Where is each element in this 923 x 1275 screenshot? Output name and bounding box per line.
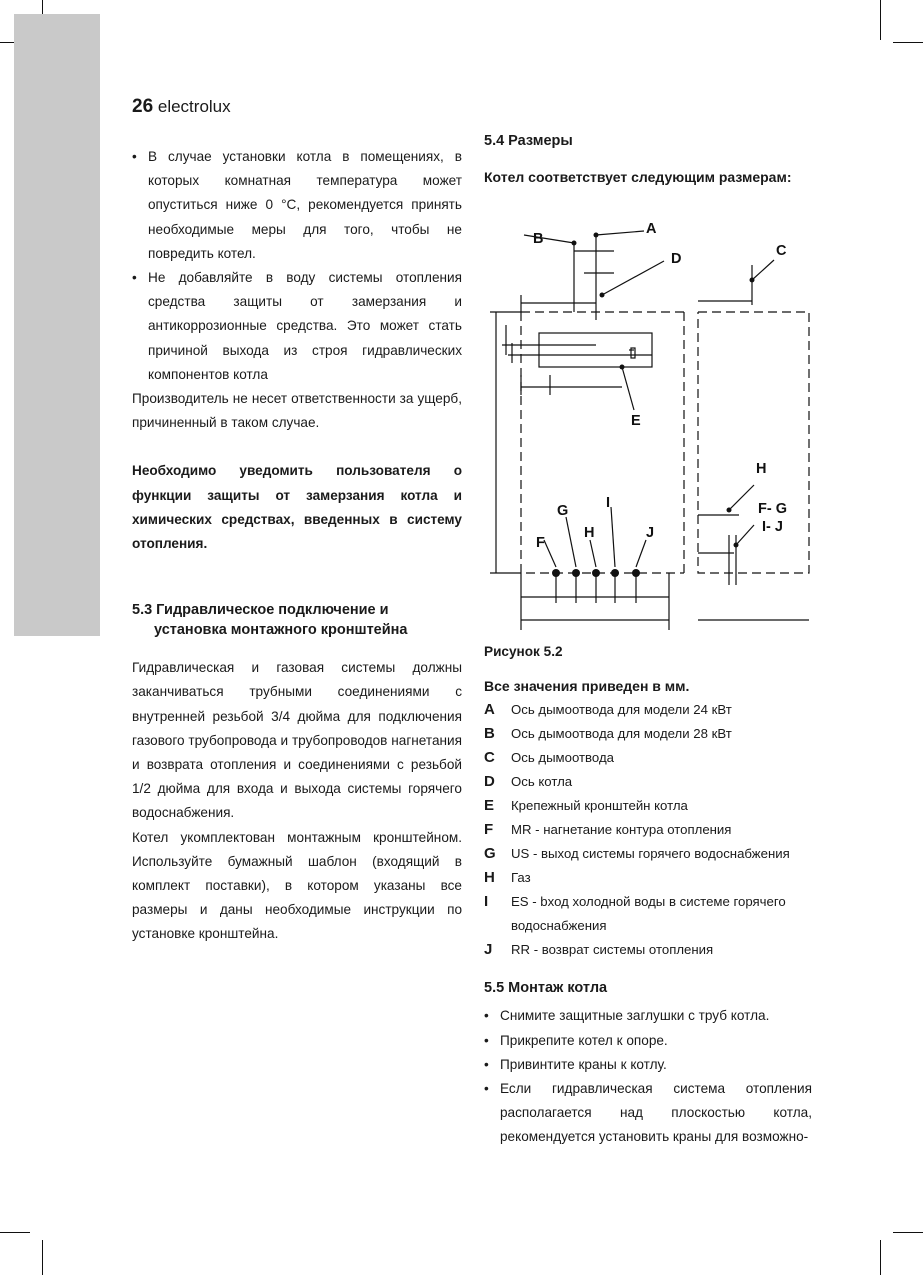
section-title-line: установка монтажного кронштейна (154, 622, 408, 639)
right-column-bottom (484, 640, 812, 1150)
crop-mark (0, 1232, 30, 1233)
legend-text: Ось дымоотвода для модели 28 кВт (511, 726, 732, 742)
diagram-label: I (606, 495, 611, 511)
boiler-outline-front (521, 312, 684, 573)
legend-text: ES - bход холодной воды в системе горячего водоснабжения (511, 894, 786, 934)
warning-text: Необходимо уведомить пользователя о функции защиты от замерзания котла и химических средствах, введенных в систему отопления. (132, 463, 462, 552)
diagram-label: B (533, 231, 544, 247)
diagram-label: D (671, 251, 682, 267)
legend-text: Крепежный кронштейн котла (511, 798, 688, 814)
section-title-line: 5.3 Гидравлическое подключение и (132, 602, 389, 619)
section-54-title: 5.4 Размеры (484, 133, 573, 149)
paragraph: Гидравлическая и газовая системы должны заканчиваться трубными соединениями с внутренней резьбой 3/4 дюйма для подключения газового трубопровода и трубопроводов нагнетания и возврата отопления и соединениями с резьбой 1/2 дюйма для входа и выхода системы горячего водоснабжения. (132, 660, 462, 821)
legend-item (484, 866, 812, 890)
legend-key: E (484, 797, 495, 815)
legend-item (484, 770, 812, 794)
bullet-item: • В случае установки котла в помещениях, в которых комнатная температура может опуститься ниже 0 °С, рекомендуется принять необходимые меры для того, чтобы не повредить котел. (132, 145, 462, 266)
crop-mark (42, 1240, 43, 1275)
legend-key: G (484, 845, 496, 863)
legend-key: I (484, 893, 489, 911)
legend-item (484, 890, 812, 938)
steps-list (484, 1004, 812, 1149)
boiler-outline-side (698, 312, 809, 573)
crop-mark (893, 42, 923, 43)
diagram-label: H (756, 461, 767, 477)
disclaimer-text: Производитель не несет ответственности за ущерб, причиненный в таком случае. (132, 391, 462, 431)
step-item: • Прикрепите котел к опоре. (484, 1029, 812, 1053)
legend-item (484, 722, 812, 746)
step-item: • Если гидравлическая система отопления располагается над плоскостью котла, рекомендуется установить краны для возможно- (484, 1077, 812, 1150)
diagram-label: A (646, 221, 657, 237)
legend-item (484, 818, 812, 842)
crop-mark (880, 0, 881, 40)
side-tab-bar (14, 14, 100, 636)
diagram-label: I- J (762, 519, 783, 535)
legend-key: F (484, 821, 494, 839)
legend-text: Ось дымоотвода (511, 750, 614, 766)
page-number: 26 (132, 96, 154, 117)
bullet-item: • Не добавляйте в воду системы отопления средства защиты от замерзания и антикоррозионные средства. Это может стать причиной выхода из строя гидравлических компонентов котла (132, 266, 462, 387)
dimensions-diagram (484, 215, 819, 635)
legend-key: C (484, 749, 495, 767)
crop-mark (893, 1232, 923, 1233)
legend-key: B (484, 725, 495, 743)
legend-text: Ось дымоотвода для модели 24 кВт (511, 702, 732, 718)
intro-text: Котел соответствует следующим размерам: (484, 169, 792, 185)
right-column-top (484, 131, 812, 189)
legend-key: H (484, 869, 495, 887)
diagram-label: H (584, 525, 595, 541)
legend-text: Ось котла (511, 774, 573, 790)
section-55-title: 5.5 Монтаж котла (484, 980, 608, 997)
brand-name: electrolux (157, 97, 231, 116)
step-item: • Снимите защитные заглушки с труб котла. (484, 1004, 812, 1028)
diagram-label: F (536, 535, 545, 551)
legend-item (484, 938, 812, 962)
legend-item (484, 794, 812, 818)
legend-text: Газ (511, 870, 531, 886)
units-note: Все значения приведен в мм. (484, 678, 690, 695)
legend-item (484, 698, 812, 722)
diagram-label: G (557, 503, 569, 519)
left-column (132, 145, 462, 947)
diagram-label: E (631, 413, 641, 429)
diagram-label: J (646, 525, 655, 541)
legend-list (484, 698, 812, 962)
page-header (132, 96, 231, 118)
section-53-title (132, 600, 462, 640)
crop-mark (880, 1240, 881, 1275)
paragraph: Котел укомплектован монтажным кронштейном. Используйте бумажный шаблон (входящий в комплект поставки), в котором указаны все размеры и даны необходимые инструкции по установке кронштейна. (132, 829, 462, 942)
legend-text: US - выход системы горячего водоснабжения (511, 846, 790, 862)
legend-key: J (484, 941, 493, 959)
legend-key: A (484, 701, 495, 719)
legend-key: D (484, 773, 495, 791)
diagram-label: C (776, 243, 787, 259)
legend-item (484, 842, 812, 866)
legend-item (484, 746, 812, 770)
step-item: • Привинтите краны к котлу. (484, 1053, 812, 1077)
diagram-label: F- G (758, 501, 787, 517)
figure-caption: Рисунок 5.2 (484, 644, 563, 659)
legend-text: MR - нагнетание контура отопления (511, 822, 732, 838)
legend-text: RR - возврат системы отопления (511, 942, 714, 958)
